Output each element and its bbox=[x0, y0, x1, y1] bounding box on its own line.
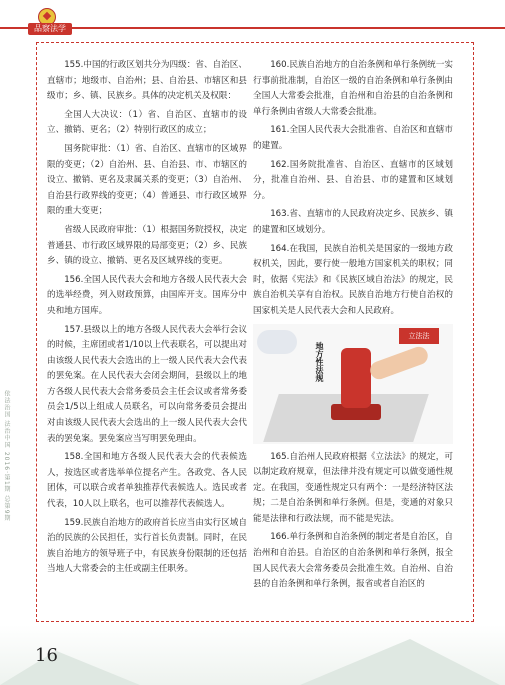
stamp-label: 地方性法规 bbox=[315, 341, 324, 382]
hand-icon bbox=[368, 344, 431, 381]
right-column-bottom bbox=[253, 450, 453, 593]
paragraph-p163: 163.省、直辖市的人民政府决定乡、民族乡、镇的建置和区域划分。 bbox=[253, 209, 453, 235]
paragraph-p162: 162.国务院批准省、自治区、直辖市的区域划分，批准自治州、县、自治县、市的建置和区域划分。 bbox=[253, 159, 453, 201]
page-number: 16 bbox=[35, 645, 58, 666]
illustration bbox=[253, 324, 453, 444]
footer-landscape bbox=[0, 625, 505, 685]
right-column-top bbox=[253, 58, 453, 320]
paragraph-p165: 165.自治州人民政府根据《立法法》的规定，可以制定政府规章，但法律并没有规定可以做变通性规定。在我国，变通性规定只有两个：一是经济特区法规；二是自治条例和单行条例。但是，变通的对象只能是法律和行政法规，而不能是宪法。 bbox=[253, 451, 453, 524]
paragraph-p160: 160.民族自治地方的自治条例和单行条例统一实行事前批准制，自治区一级的自治条例和单行条例由全国人大常委会批准，自治州和自治县的自治条例和单行条例由省级人大常委会批准。 bbox=[253, 60, 453, 117]
law-flag: 立法法 bbox=[399, 328, 439, 344]
paragraph-p164: 164.在我国，民族自治机关是国家的一级地方政权机关，因此，要行使一般地方国家机关的职权；同时，依据《宪法》和《民族区域自治法》的规定，民族自治机关享有自治权。民族自治地方行使自治权的国家机关是人民代表大会和人民政府。 bbox=[253, 243, 453, 316]
paragraph-p166: 166.单行条例和自治条例的制定者是自治区，自治州和自治县。自治区的自治条例和单行条例，报全国人民代表大会常务委员会批准生效。自治州、自治县的自治条例和单行条例，报省或者自治区的 bbox=[253, 532, 453, 590]
paragraph-p156: 156.全国人民代表大会和地方各级人民代表大会的选举经费，列入财政预算，由国库开支。国库分中央和地方国库。 bbox=[47, 274, 247, 316]
right-column bbox=[253, 58, 453, 596]
header-rule bbox=[0, 27, 505, 29]
paragraph-p155d: 省级人民政府审批：（1）根据国务院授权，决定普通县、市行政区域界限的局部变更；（2）乡、民族乡、镇的设立、撤销、更名及区域界线的变更。 bbox=[47, 224, 247, 267]
paragraph-p158: 158.全国和地方各级人民代表大会的代表候选人，按选区或者选举单位提名产生。各政党、各人民团体，可以联合或者单独推荐代表候选人。选民或者代表，10人以上联名，也可以推荐代表候选人。 bbox=[47, 452, 247, 510]
paragraph-p155c: 国务院审批：（1）省、自治区、直辖市的区域界限的变更；（2）自治州、县、自治县、市、市辖区的设立、撤销、更名及隶属关系的变更；（3）自治州、自治县行政界线的变更；（4）普通县、市行政区域界限的重大变更； bbox=[47, 143, 247, 217]
stamp-icon bbox=[341, 348, 371, 408]
side-caption: 依法治国 法治中国 2016·第1期 总第9期 bbox=[3, 390, 10, 522]
paragraph-p155b: 全国人大决议：（1）省、自治区、直辖市的设立、撤销、更名；（2）特别行政区的成立； bbox=[47, 109, 247, 136]
paragraph-p161: 161.全国人民代表大会批准省、自治区和直辖市的建置。 bbox=[253, 125, 453, 151]
paragraph-p159: 159.民族自治地方的政府首长应当由实行区域自治的民族的公民担任，实行首长负责制。同时，在民族自治地方的领导班子中，有民族身份限制的还包括当地人大常委会的主任或副主任职务。 bbox=[47, 517, 247, 575]
cloud-icon bbox=[257, 330, 297, 354]
left-column bbox=[47, 58, 247, 581]
paragraph-p155a: 155.中国的行政区划共分为四级：省、自治区、直辖市；地级市、自治州；县、自治县、市辖区和县级市；乡、镇、民族乡。具体的决定机关及权限： bbox=[47, 60, 247, 102]
header-tab: 品察法学 bbox=[28, 23, 72, 35]
paragraph-p157: 157.县级以上的地方各级人民代表大会举行会议的时候，主席团或者1/10以上代表联名，可以提出对由该级人民代表大会选出的上一级人民代表大会代表的罢免案。在人民代表大会闭会期间，县级以上的地方各级人民代表大会常务委员会主任会议或者常务委员会1/5以上组成人员联名，可以向常务委员会提出对由该级人民代表大会选出的上一级人民代表大会代表的罢免案。罢免案应当写明罢免理由。 bbox=[47, 324, 247, 444]
